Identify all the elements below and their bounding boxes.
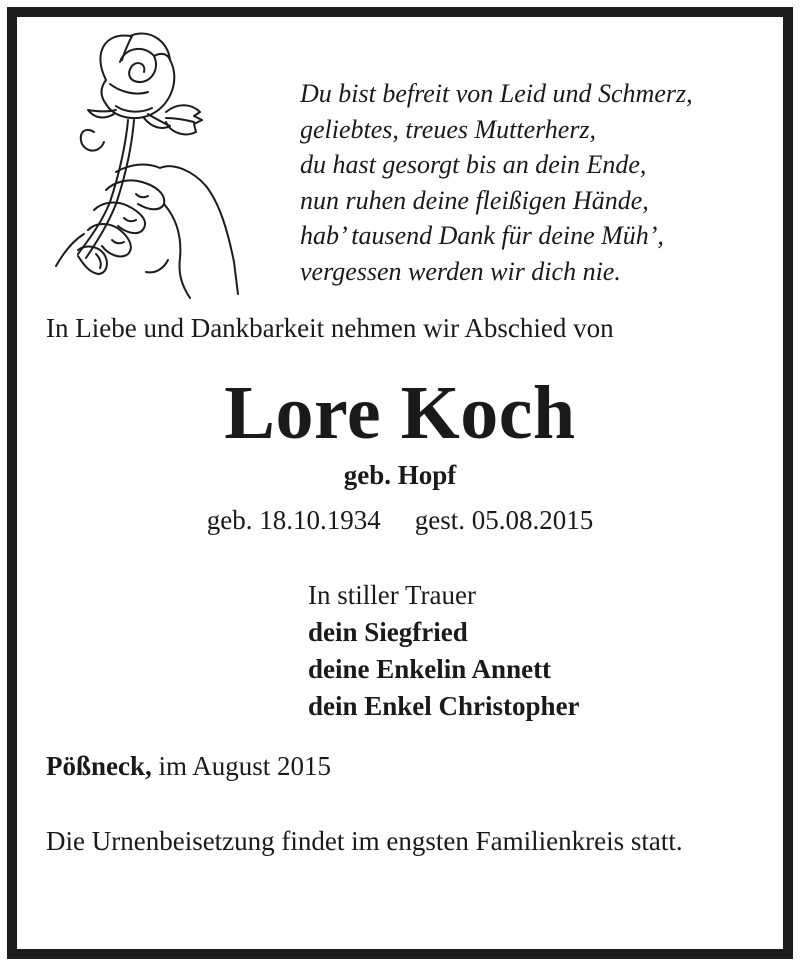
place-and-date: [46, 751, 331, 782]
maiden-name: geb. Hopf: [343, 460, 457, 490]
place-town: Pößneck,: [46, 751, 152, 781]
birth-date: geb. 18.10.1934: [206, 505, 381, 535]
memorial-poem: [300, 76, 760, 289]
poem-line: vergessen werden wir dich nie.: [300, 256, 621, 286]
deceased-name: Lore Koch: [224, 371, 576, 455]
poem-line: geliebtes, treues Mutterherz,: [300, 114, 597, 144]
poem-line: du hast gesorgt bis an dein Ende,: [300, 150, 647, 179]
poem-line: Du bist befreit von Leid und Schmerz,: [300, 79, 693, 108]
life-dates: [0, 505, 800, 536]
poem-line: nun ruhen deine fleißigen Hände,: [300, 185, 649, 215]
death-date: gest. 05.08.2015: [414, 505, 594, 535]
poem-line: hab’ tausend Dank für deine Müh’,: [300, 221, 664, 250]
mourner-name: dein Enkel Christopher: [308, 691, 580, 721]
burial-notice: Die Urnenbeisetzung findet im engsten Familienkreis statt.: [46, 826, 683, 856]
mourner-name: deine Enkelin Annett: [308, 654, 552, 684]
mourning-lead: In stiller Trauer: [308, 580, 476, 610]
rose-in-hand-icon: [44, 22, 244, 300]
place-date: im August 2015: [158, 751, 332, 781]
mourner-name: dein Siegfried: [308, 617, 468, 647]
farewell-intro: In Liebe und Dankbarkeit nehmen wir Abschied von: [46, 313, 614, 343]
mourners-block: [308, 577, 580, 725]
